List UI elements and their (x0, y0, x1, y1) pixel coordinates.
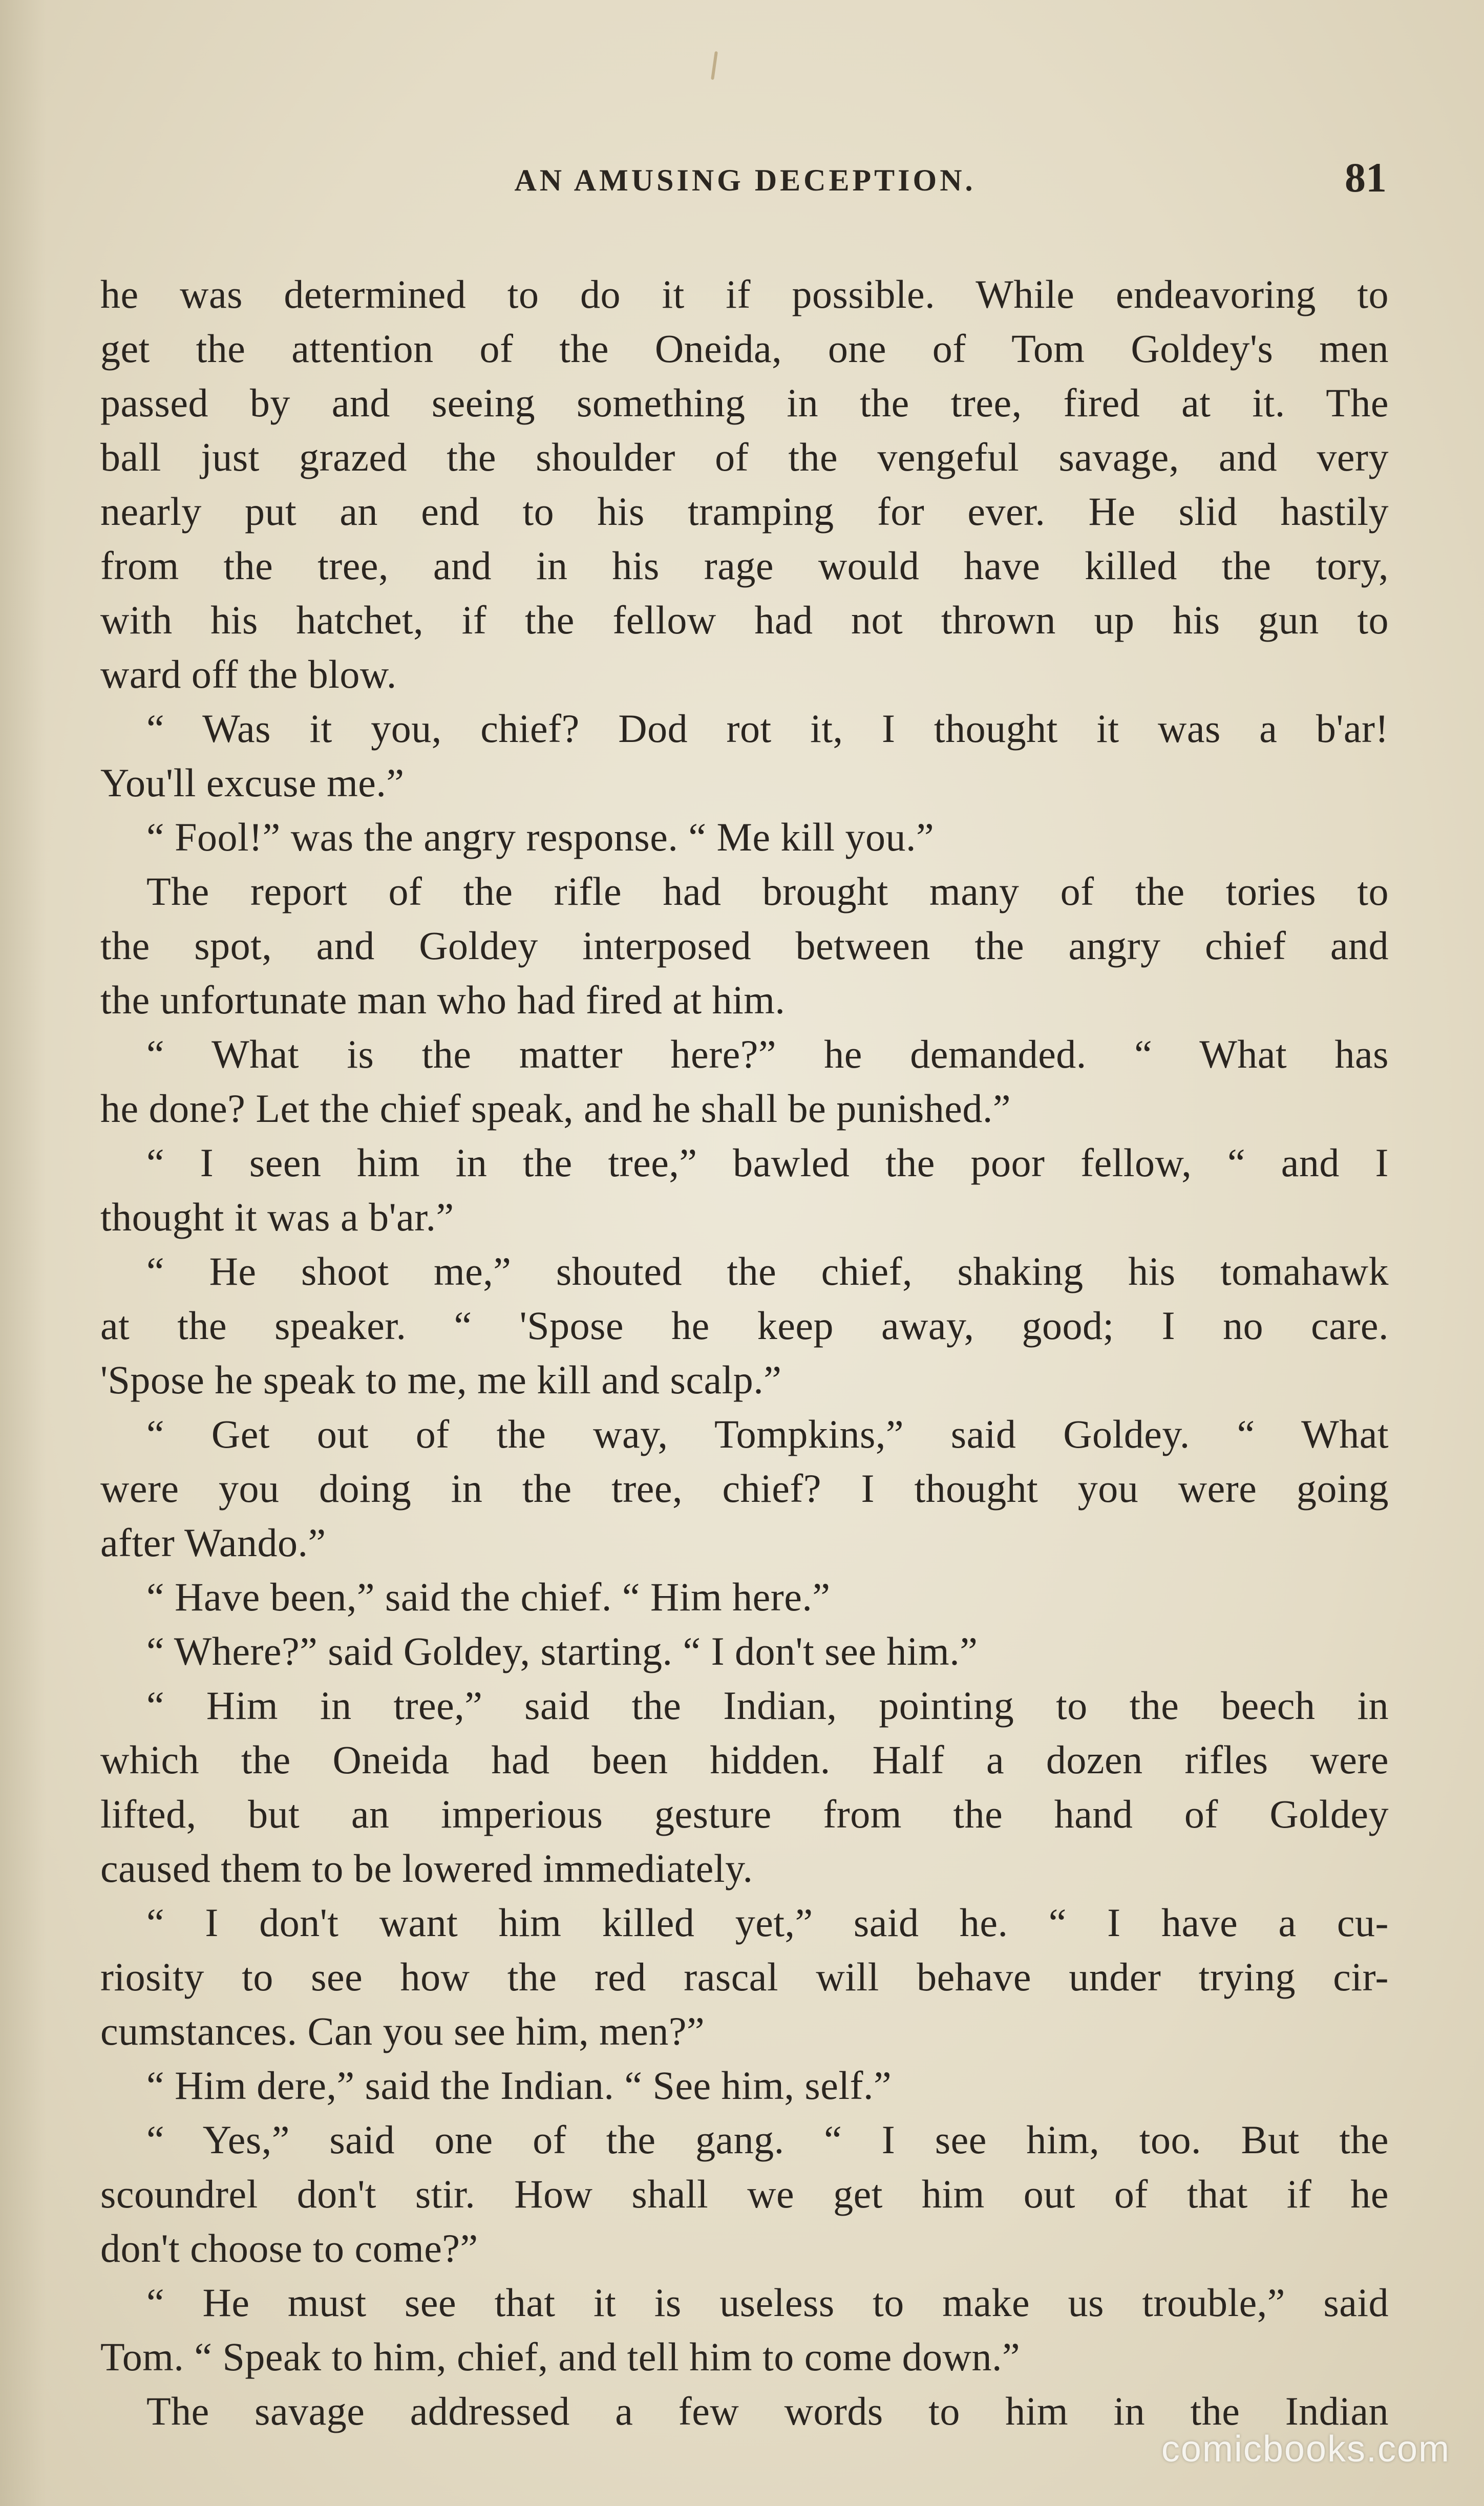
text-line: thought it was a b'ar.” (100, 1195, 454, 1239)
body-text (100, 267, 1389, 2438)
page-number: 81 (1345, 154, 1387, 201)
text-line: caused them to be lowered immediately. (100, 1846, 753, 1891)
text-line: The report of the rifle had brought many of the tories to (146, 869, 1389, 914)
text-line: “ Where?” said Goldey, starting. “ I don't see him.” (146, 1629, 978, 1673)
text-line: from the tree, and in his rage would have killed the tory, (100, 543, 1389, 588)
running-head: AN AMUSING DECEPTION. (514, 163, 976, 197)
text-line: don't choose to come?” (100, 2226, 478, 2270)
text-line: 'Spose he speak to me, me kill and scalp.” (100, 1357, 782, 1402)
text-line: with his hatchet, if the fellow had not thrown up his gun to (100, 598, 1389, 642)
text-line: The savage addressed a few words to him in the Indian (146, 2389, 1389, 2433)
text-line: the spot, and Goldey interposed between the angry chief and (100, 923, 1389, 968)
text-line: cumstances. Can you see him, men?” (100, 2009, 705, 2053)
text-line: “ I seen him in the tree,” bawled the poor fellow, “ and I (146, 1140, 1389, 1185)
text-line: riosity to see how the red rascal will behave under trying cir- (100, 1955, 1389, 1999)
text-line: “ Fool!” was the angry response. “ Me kill you.” (146, 815, 935, 859)
text-line: “ Yes,” said one of the gang. “ I see him, too. But the (146, 2117, 1389, 2162)
page-edge-shadow (0, 0, 46, 2506)
text-line: “ What is the matter here?” he demanded. “ What has (146, 1032, 1389, 1076)
watermark: comicbooks.com (1161, 2429, 1450, 2470)
text-line: were you doing in the tree, chief? I thought you were going (100, 1466, 1389, 1511)
text-line: “ Him dere,” said the Indian. “ See him, self.” (146, 2063, 892, 2108)
text-line: the unfortunate man who had fired at him. (100, 978, 786, 1022)
text-line: ward off the blow. (100, 652, 397, 696)
text-line: passed by and seeing something in the tree, fired at it. The (100, 380, 1389, 425)
text-line: “ Was it you, chief? Dod rot it, I thought it was a b'ar! (146, 706, 1389, 751)
text-line: at the speaker. “ 'Spose he keep away, good; I no care. (100, 1303, 1389, 1348)
text-line: lifted, but an imperious gesture from the hand of Goldey (100, 1792, 1389, 1836)
text-line: You'll excuse me.” (100, 760, 405, 805)
text-line: which the Oneida had been hidden. Half a dozen rifles were (100, 1737, 1389, 1782)
text-line: nearly put an end to his tramping for ever. He slid hastily (100, 489, 1389, 534)
text-line: “ Get out of the way, Tompkins,” said Goldey. “ What (146, 1412, 1389, 1456)
text-line: “ He shoot me,” shouted the chief, shaking his tomahawk (146, 1249, 1389, 1293)
text-line: after Wando.” (100, 1520, 326, 1565)
text-line: he was determined to do it if possible. While endeavoring to (100, 272, 1389, 316)
text-line: “ Him in tree,” said the Indian, pointing to the beech in (146, 1683, 1389, 1728)
text-line: “ He must see that it is useless to make us trouble,” said (146, 2280, 1389, 2325)
text-line: ball just grazed the shoulder of the vengeful savage, and very (100, 435, 1389, 479)
text-line: scoundrel don't stir. How shall we get him out of that if he (100, 2172, 1389, 2216)
text-line: Tom. “ Speak to him, chief, and tell him to come down.” (100, 2334, 1021, 2379)
text-line: “ I don't want him killed yet,” said he. “ I have a cu- (146, 1900, 1389, 1945)
text-line: get the attention of the Oneida, one of Tom Goldey's men (100, 326, 1389, 371)
text-line: he done? Let the chief speak, and he shall be punished.” (100, 1086, 1011, 1131)
pencil-mark (711, 51, 718, 80)
text-line: “ Have been,” said the chief. “ Him here.” (146, 1575, 831, 1619)
